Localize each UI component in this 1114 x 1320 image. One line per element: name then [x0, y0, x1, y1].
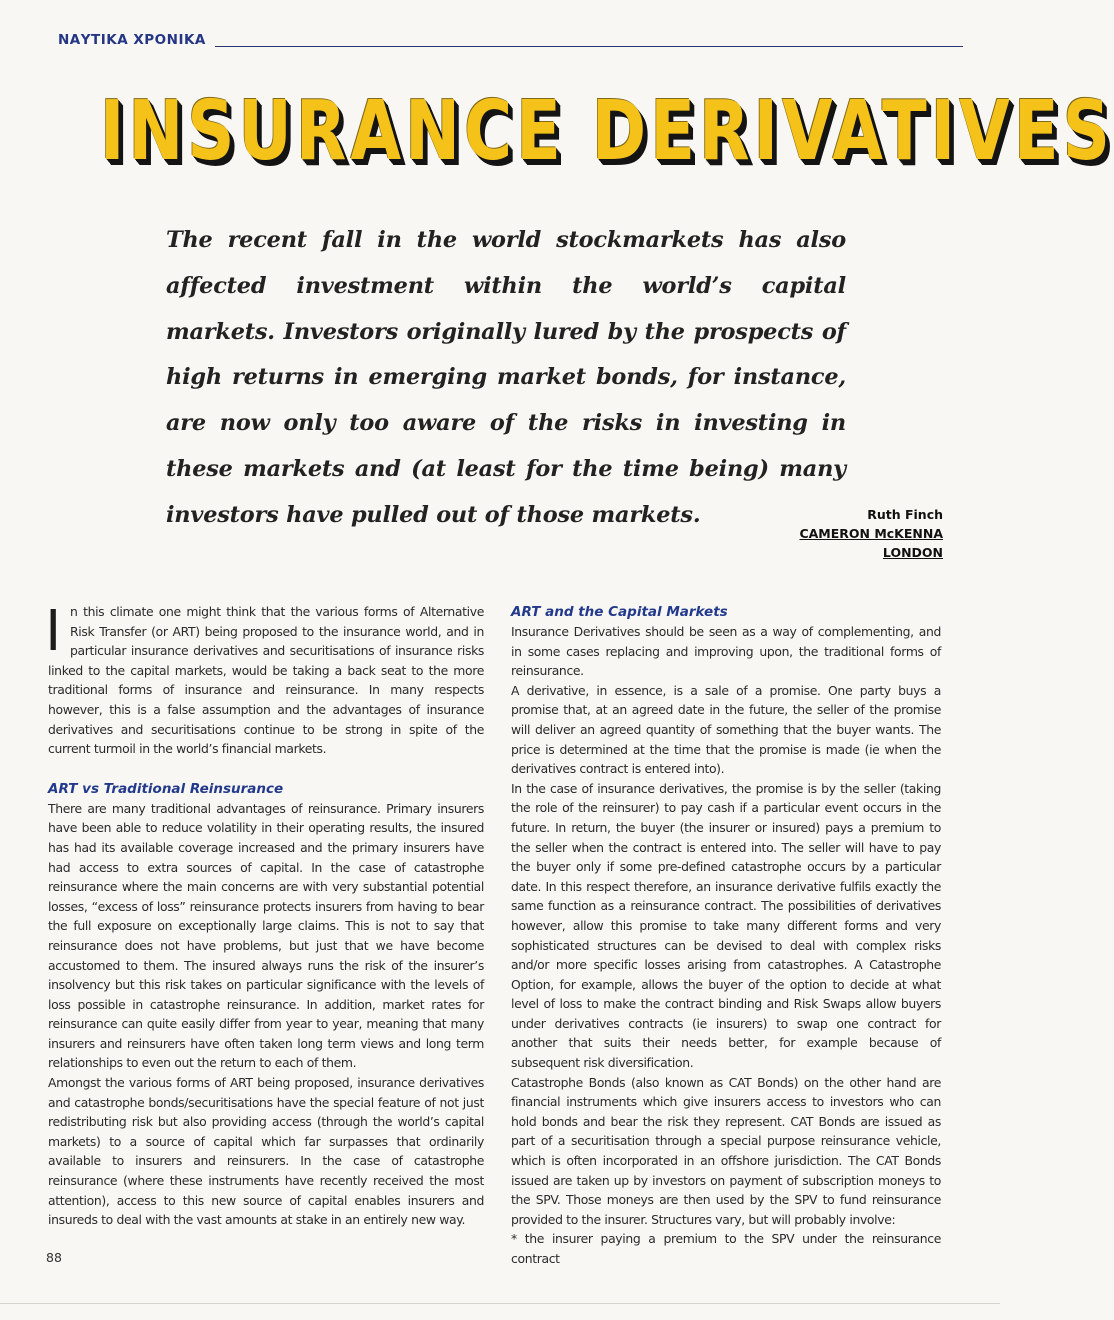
right-column [511, 602, 941, 1269]
bullet-item: * the insurer paying a premium to the SPV under the reinsurance contract [511, 1231, 941, 1266]
page-number: 88 [46, 1250, 62, 1265]
body-paragraph: Insurance Derivatives should be seen as a way of complementing, and in some cases replacing and improving upon, the traditional forms of reinsurance. [511, 624, 941, 679]
drop-cap: I [48, 599, 59, 664]
intro-text: n this climate one might think that the various forms of Alternative Risk Transfer (or ART) being proposed to the insurance world, and in particular insurance derivatives and securitisations of insurance risks linked to the capital markets, would be taking a back seat to the more traditional forms of insurance and reinsurance. In many respects however, this is a false assumption and the advantages of insurance derivatives and securitisations continue to be strong in spite of the current turmoil in the world’s financial markets. [48, 604, 484, 757]
subhead-art-capital-markets: ART and the Capital Markets [511, 604, 728, 620]
running-header [58, 30, 963, 54]
author-city: LONDON [882, 545, 943, 560]
byline [799, 505, 943, 562]
publication-name: ΝΑΥΤΙΚΑ ΧΡΟΝΙΚΑ [58, 32, 206, 48]
body-paragraph: Catastrophe Bonds (also known as CAT Bonds) on the other hand are financial instruments which give insurers access to investors who can hold bonds and bear the risk they represent. CAT Bonds are issued as part of a securitisation through a special purpose reinsurance vehicle, which is often incorporated in an offshore jurisdiction. The CAT Bonds issued are taken up by investors on payment of subscription moneys to the SPV. Those moneys are then used by the SPV to fund reinsurance provided to the insurer. Structures vary, but will probably involve: [511, 1074, 941, 1227]
header-rule [215, 46, 963, 47]
body-paragraph: A derivative, in essence, is a sale of a promise. One party buys a promise that, at an agreed date in the future, the seller of the promise will deliver an agreed quantity of something that the buyer wants. The price is determined at the time that the promise is made (ie when the derivatives contract is entered into). [511, 682, 941, 777]
author-name: Ruth Finch [867, 507, 943, 522]
bottom-rule [0, 1303, 1000, 1304]
left-column [48, 599, 484, 1230]
subhead-art-vs-reinsurance: ART vs Traditional Reinsurance [48, 780, 284, 797]
body-paragraph: Amongst the various forms of ART being proposed, insurance derivatives and catastrophe bonds/securitisations have the special feature of not just redistributing risk but also providing access (through the world’s capital markets) to a source of capital which far surpasses that ordinarily available to insurers and reinsurers. In the case of catastrophe reinsurance (where these instruments have recently received the most attention), access to this new source of capital enables insurers and insureds to deal with the vast amounts at stake in an entirely new way. [48, 1075, 484, 1228]
article-title: INSURANCE DERIVATIVES [100, 84, 1114, 179]
author-firm: CAMERON McKENNA [799, 526, 943, 541]
body-paragraph: In the case of insurance derivatives, the promise is by the seller (taking the role of the reinsurer) to pay cash if a particular event occurs in the future. In return, the buyer (the insurer or insured) pays a premium to the seller when the contract is entered into. The seller will have to pay the buyer only if some pre-defined catastrophe occurs by a particular date. In this respect therefore, an insurance derivative fulfils exactly the same function as a reinsurance contract. The possibilities of derivatives however, allow this promise to take many different forms and very sophisticated structures can be devised to deal with complex risks and/or more specific losses arising from catastrophes. A Catastrophe Option, for example, allows the buyer of the option to decide at what level of loss to make the contract binding and Risk Swaps allow buyers under derivatives contracts (ie insurers) to swap one contract for another that suits their needs better, for example because of subsequent risk diversification. [511, 780, 941, 1071]
body-paragraph: There are many traditional advantages of reinsurance. Primary insurers have been able to reduce volatility in their operating results, the insured has had its available coverage increased and the primary insurers have had access to extra sources of capital. In the case of catastrophe reinsurance where the main concerns are with very substantial potential losses, “excess of loss” reinsurance protects insurers from having to bear the full exposure on exceptionally large claims. This is not to say that reinsurance does not have problems, but just that we have become accustomed to them. The insured always runs the risk of the insurer’s insolvency but this risk takes on particular significance with the levels of loss possible in catastrophe reinsurance. In addition, market rates for reinsurance can quite easily differ from year to year, meaning that many insurers and reinsurers have often taken long term views and long term relationships to even out the return to each of them. [48, 800, 484, 1071]
lead-paragraph: The recent fall in the world stockmarkets has also affected investment within the world’s capital markets. Investors originally lured by the prospects of high returns in emerging market bonds, for instance, are now only too aware of the risks in investing in these markets and (at least for the time being) many investors have pulled out of those markets. [166, 227, 846, 528]
intro-paragraph [48, 599, 484, 759]
